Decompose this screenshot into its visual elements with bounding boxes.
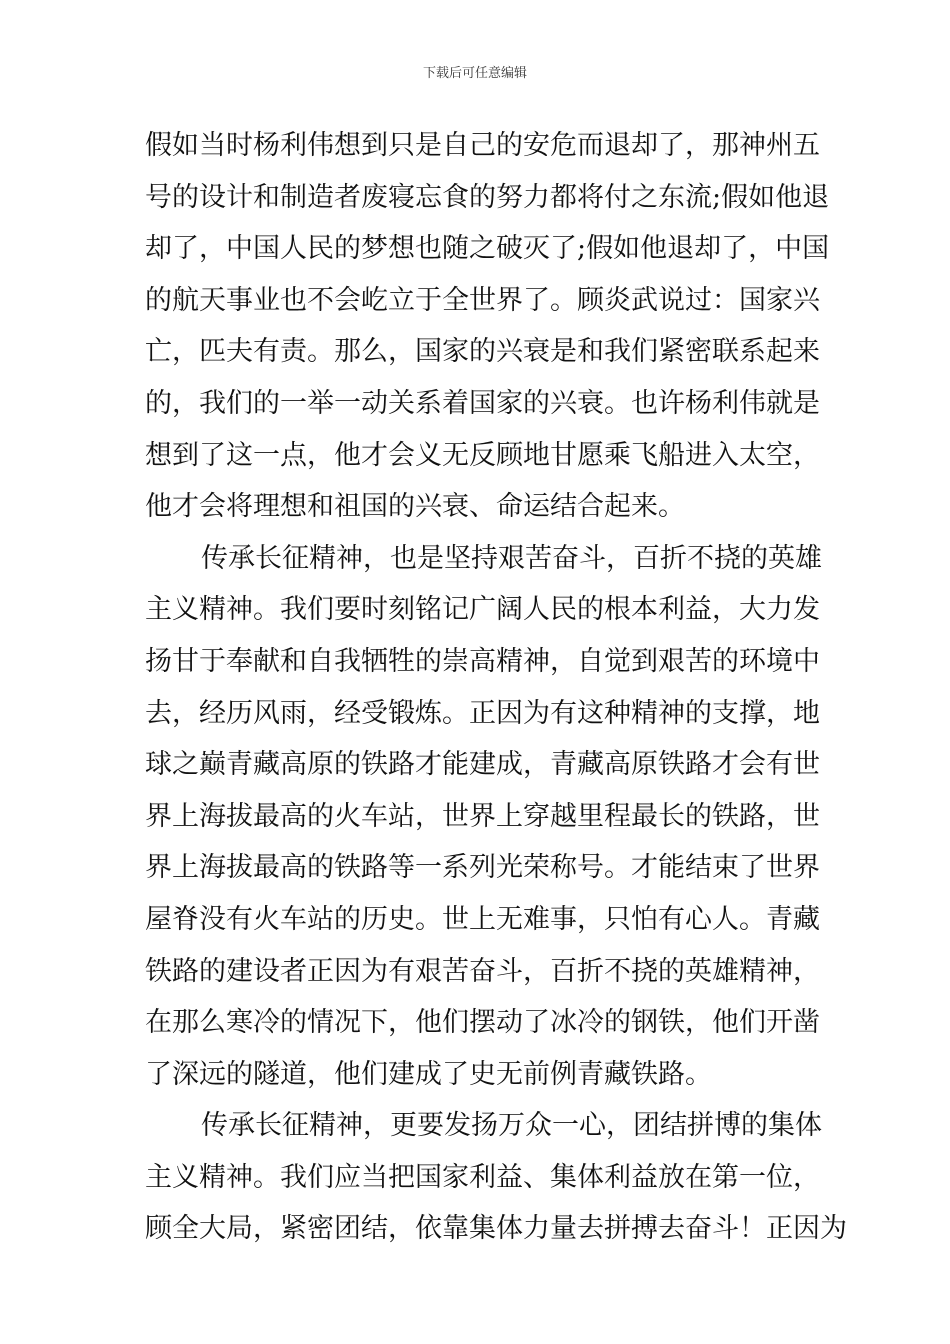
- text-line: 顾全大局，紧密团结，依靠集体力量去拼搏去奋斗！正因为: [145, 1213, 847, 1245]
- text-line: 铁路的建设者正因为有艰苦奋斗，百折不挠的英雄精神，: [145, 955, 820, 987]
- text-line: 他才会将理想和祖国的兴衰、命运结合起来。: [145, 491, 685, 523]
- text-line: 在那么寒冷的情况下，他们摆动了冰冷的钢铁，他们开凿: [145, 1007, 820, 1039]
- text-line: 界上海拔最高的火车站，世界上穿越里程最长的铁路，世: [145, 800, 820, 832]
- page-header: 下载后可任意编辑: [422, 66, 527, 81]
- paragraph: [145, 533, 822, 1101]
- text-line: 的，我们的一举一动关系着国家的兴衰。也许杨利伟就是: [145, 387, 820, 419]
- text-line: 主义精神。我们要时刻铭记广阔人民的根本利益，大力发: [145, 594, 820, 626]
- text-line: 扬甘于奉献和自我牺牲的崇高精神，自觉到艰苦的环境中: [145, 645, 820, 677]
- text-line: 假如当时杨利伟想到只是自己的安危而退却了，那神州五: [145, 130, 820, 161]
- text-line: 想到了这一点，他才会义无反顾地甘愿乘飞船进入太空，: [145, 439, 820, 471]
- text-line: 去，经历风雨，经受锻炼。正因为有这种精神的支撑，地: [145, 697, 820, 729]
- text-line: 屋脊没有火车站的历史。世上无难事，只怕有心人。青藏: [145, 903, 820, 935]
- text-line: 主义精神。我们应当把国家利益、集体利益放在第一位，: [145, 1161, 820, 1193]
- document-body: [145, 120, 847, 1255]
- text-line: 亡，匹夫有责。那么，国家的兴衰是和我们紧密联系起来: [145, 336, 820, 368]
- text-line: 界上海拔最高的铁路等一系列光荣称号。才能结束了世界: [145, 852, 820, 884]
- text-line: 却了，中国人民的梦想也随之破灭了;假如他退却了，中国: [145, 233, 830, 265]
- text-line: 了深远的隧道，他们建成了史无前例青藏铁路。: [145, 1058, 712, 1090]
- text-line: 传承长征精神，更要发扬万众一心，团结拼博的集体: [201, 1110, 822, 1142]
- text-line: 号的设计和制造者废寝忘食的努力都将付之东流;假如他退: [145, 181, 830, 213]
- text-line: 传承长征精神，也是坚持艰苦奋斗，百折不挠的英雄: [201, 542, 822, 574]
- text-line: 球之巅青藏高原的铁路才能建成，青藏高原铁路才会有世: [145, 749, 820, 781]
- paragraph: [145, 1100, 847, 1255]
- text-line: 的航天事业也不会屹立于全世界了。顾炎武说过：国家兴: [145, 284, 820, 316]
- paragraph: [145, 120, 830, 533]
